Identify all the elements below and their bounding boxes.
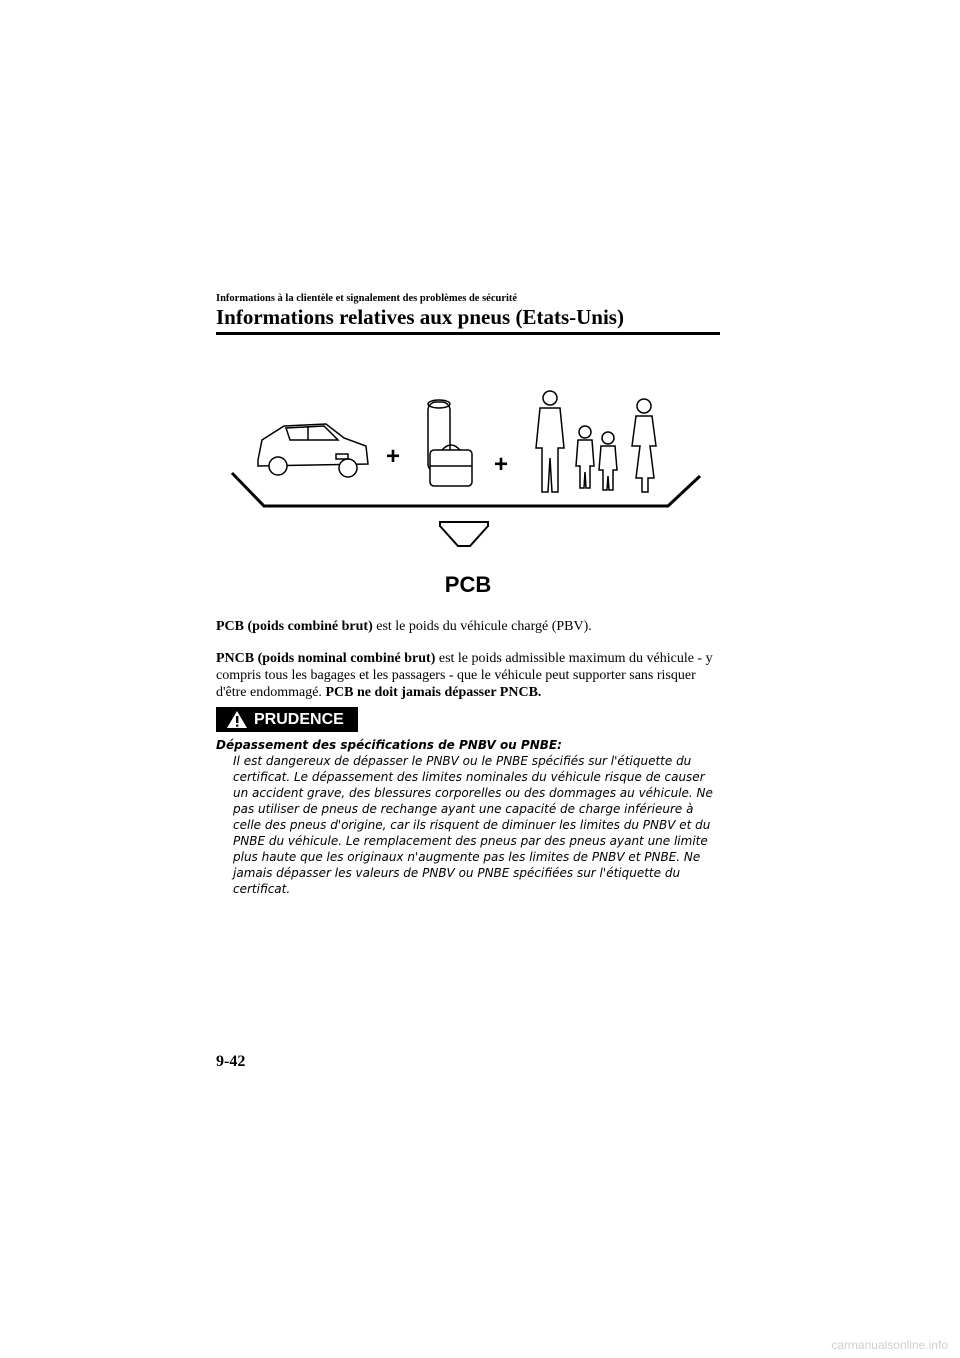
section-kicker: Informations à la clientèle et signalement des problèmes de sécurité <box>216 293 518 304</box>
plus-sign-2: + <box>494 451 509 478</box>
caution-heading: Dépassement des spécifications de PNBV ou PNBE: <box>216 738 562 752</box>
pncb-definition <box>216 650 722 701</box>
passengers-icon <box>536 391 656 492</box>
vehicle-luggage-passengers-drawing <box>216 388 720 568</box>
plus-sign-1: + <box>386 443 401 470</box>
pcb-definition <box>216 618 722 635</box>
caution-label: PRUDENCE <box>254 710 344 728</box>
pncb-description: est le poids admissible maximum du véhicule - y compris tous les bagages et les passagers - que le véhicule peut supporter sans risquer d'être endommagé. <box>216 651 713 700</box>
caution-badge <box>216 707 358 732</box>
caution-text: Il est dangereux de dépasser le PNBV ou le PNBE spécifiés sur l'étiquette du certificat. Le dépassement des limites nominales du véhicule risque de causer un accident grave, des blessures corporelles ou des dommages au véhicule. Ne pas utiliser de pneus de rechange ayant une capacité de charge inférieure à celle des pneus d'origine, car ils risquent de diminuer les limites du PNBV et du PNBE du véhicule. Le remplacement des pneus par des pneus ayant une limite plus haute que les originaux n'augmente pas les limites de PNBV et PNBE. Ne jamais dépasser les valeurs de PNBV ou PNBE spécifiées sur l'étiquette du certificat. <box>233 754 713 896</box>
title-rule <box>216 332 720 335</box>
page-title: Informations relatives aux pneus (Etats-Unis) <box>216 305 624 329</box>
warning-triangle-icon <box>226 710 248 729</box>
pcb-term: PCB (poids combiné brut) <box>216 619 373 634</box>
caution-body <box>216 737 722 897</box>
pcb-illustration <box>216 388 720 598</box>
pcb-label: PCB <box>444 572 492 597</box>
down-arrow-icon <box>440 522 488 546</box>
pcb-description: est le poids du véhicule chargé (PBV). <box>372 619 592 634</box>
car-icon <box>258 424 368 477</box>
luggage-icon <box>428 400 472 486</box>
page-number: 9-42 <box>216 1053 246 1070</box>
pncb-emphasis: PCB ne doit jamais dépasser PNCB. <box>325 685 542 700</box>
pncb-term: PNCB (poids nominal combiné brut) <box>216 651 436 666</box>
watermark: carmanualsonline.info <box>831 1338 948 1352</box>
